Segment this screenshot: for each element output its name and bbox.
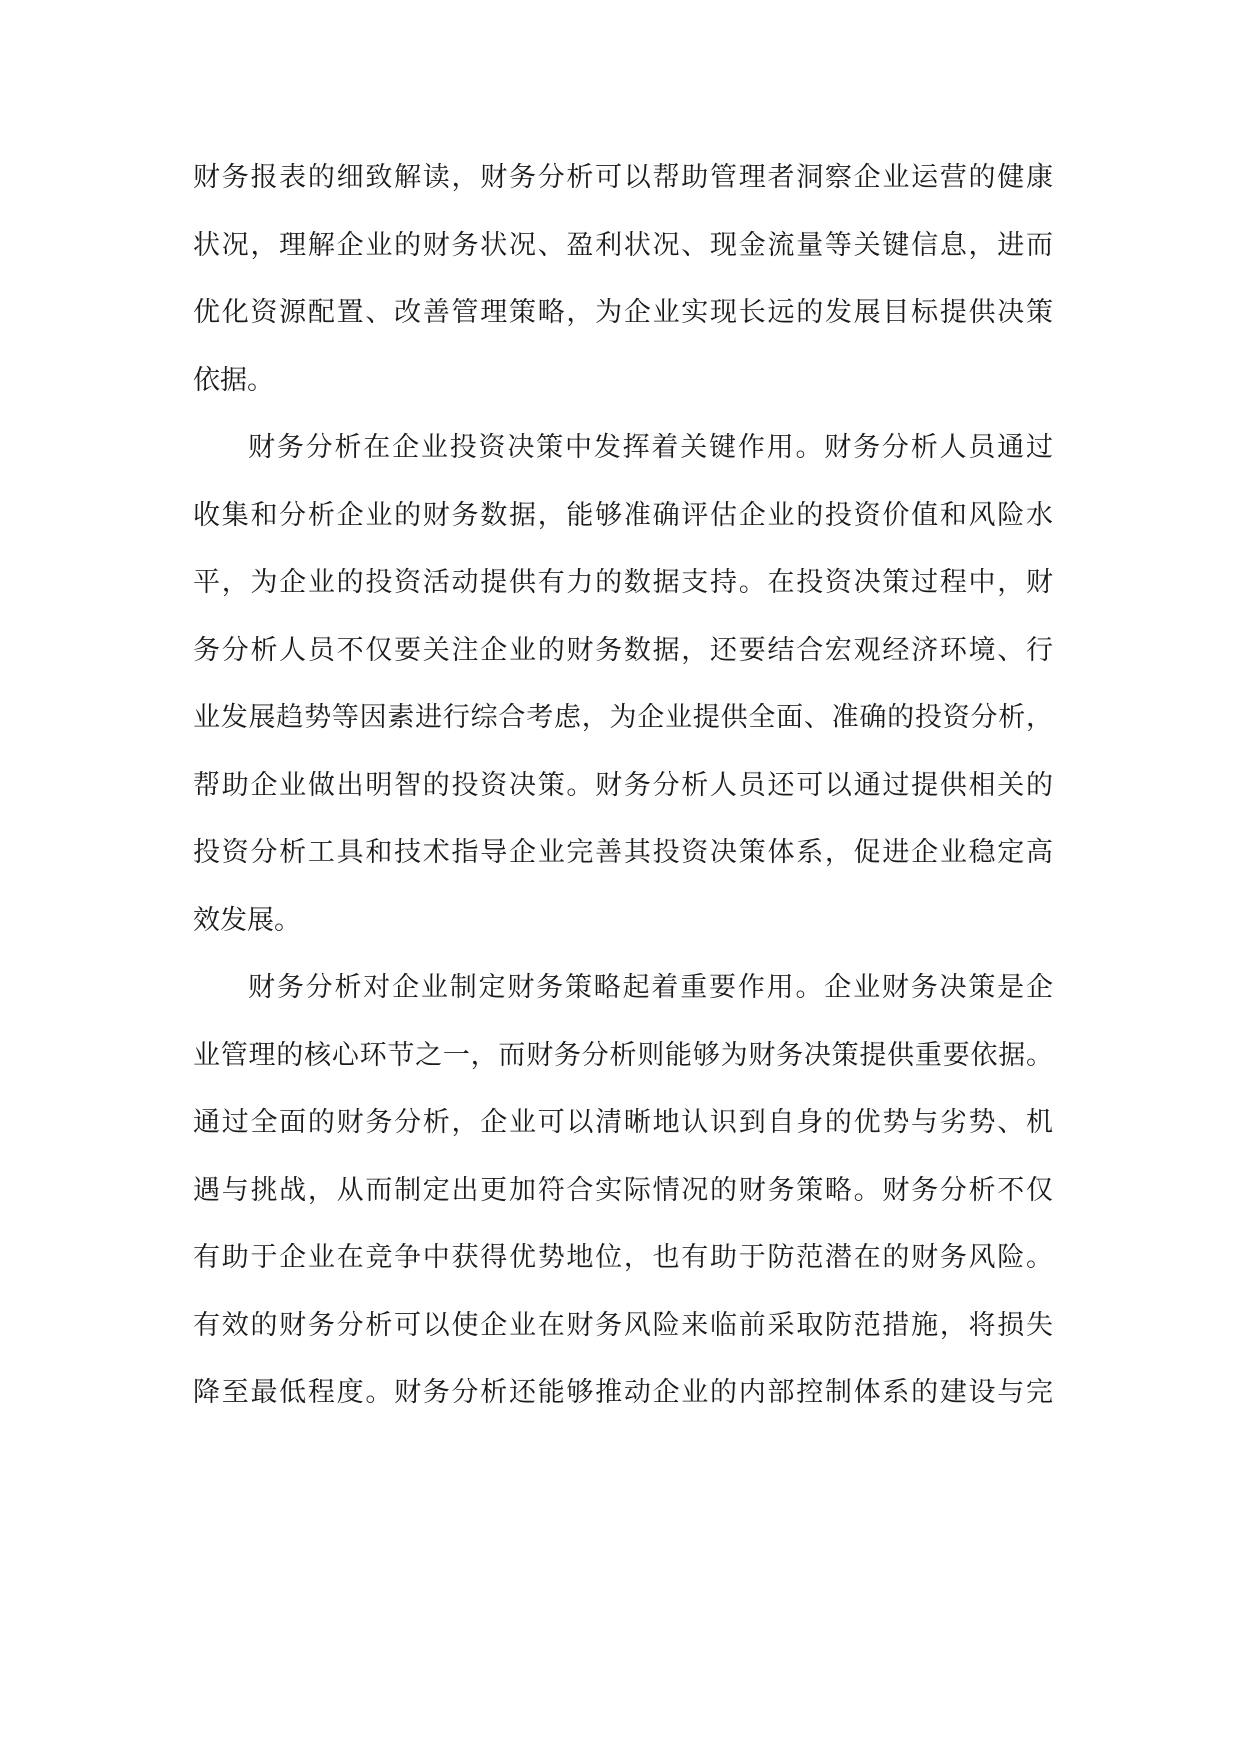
paragraph-3-line-2: 业管理的核心环节之一，而财务分析则能够为财务决策提供重要依据。 [193,1039,1053,1071]
paragraph-1-line-3: 优化资源配置、改善管理策略，为企业实现长远的发展目标提供决策 [193,297,1053,328]
paragraph-2-line-6: 帮助企业做出明智的投资决策。财务分析人员还可以通过提供相关的 [193,769,1053,801]
paragraph-3-line-4: 遇与挑战，从而制定出更加符合实际情况的财务策略。财务分析不仅 [193,1174,1053,1206]
paragraph-3-line-6: 有效的财务分析可以使企业在财务风险来临前采取防范措施，将损失 [193,1309,1053,1341]
paragraph-3-line-5: 有助于企业在竞争中获得优势地位，也有助于防范潜在的财务风险。 [193,1242,1053,1273]
paragraph-2-line-5: 业发展趋势等因素进行综合考虑，为企业提供全面、准确的投资分析， [193,702,1053,733]
paragraph-1-line-1: 财务报表的细致解读，财务分析可以帮助管理者洞察企业运营的健康 [193,162,1053,193]
paragraph-2-line-2: 收集和分析企业的财务数据，能够准确评估企业的投资价值和风险水 [193,499,1053,531]
paragraph-2-line-1: 财务分析在企业投资决策中发挥着关键作用。财务分析人员通过 [248,432,1053,463]
paragraph-3-line-7: 降至最低程度。财务分析还能够推动企业的内部控制体系的建设与完 [193,1377,1053,1408]
paragraph-2-line-3: 平，为企业的投资活动提供有力的数据支持。在投资决策过程中，财 [193,567,1053,598]
paragraph-3-line-1: 财务分析对企业制定财务策略起着重要作用。企业财务决策是企 [248,972,1053,1003]
paragraph-2-line-4: 务分析人员不仅要关注企业的财务数据，还要结合宏观经济环境、行 [193,634,1053,666]
paragraph-2-line-8: 效发展。 [193,904,301,936]
paragraph-2-line-7: 投资分析工具和技术指导企业完善其投资决策体系，促进企业稳定高 [193,837,1053,868]
paragraph-1-line-2: 状况，理解企业的财务状况、盈利状况、现金流量等关键信息，进而 [193,229,1053,261]
paragraph-3-line-3: 通过全面的财务分析，企业可以清晰地认识到自身的优势与劣势、机 [193,1107,1053,1138]
document-body [193,144,1053,1427]
paragraph-1-line-4: 依据。 [193,364,274,396]
